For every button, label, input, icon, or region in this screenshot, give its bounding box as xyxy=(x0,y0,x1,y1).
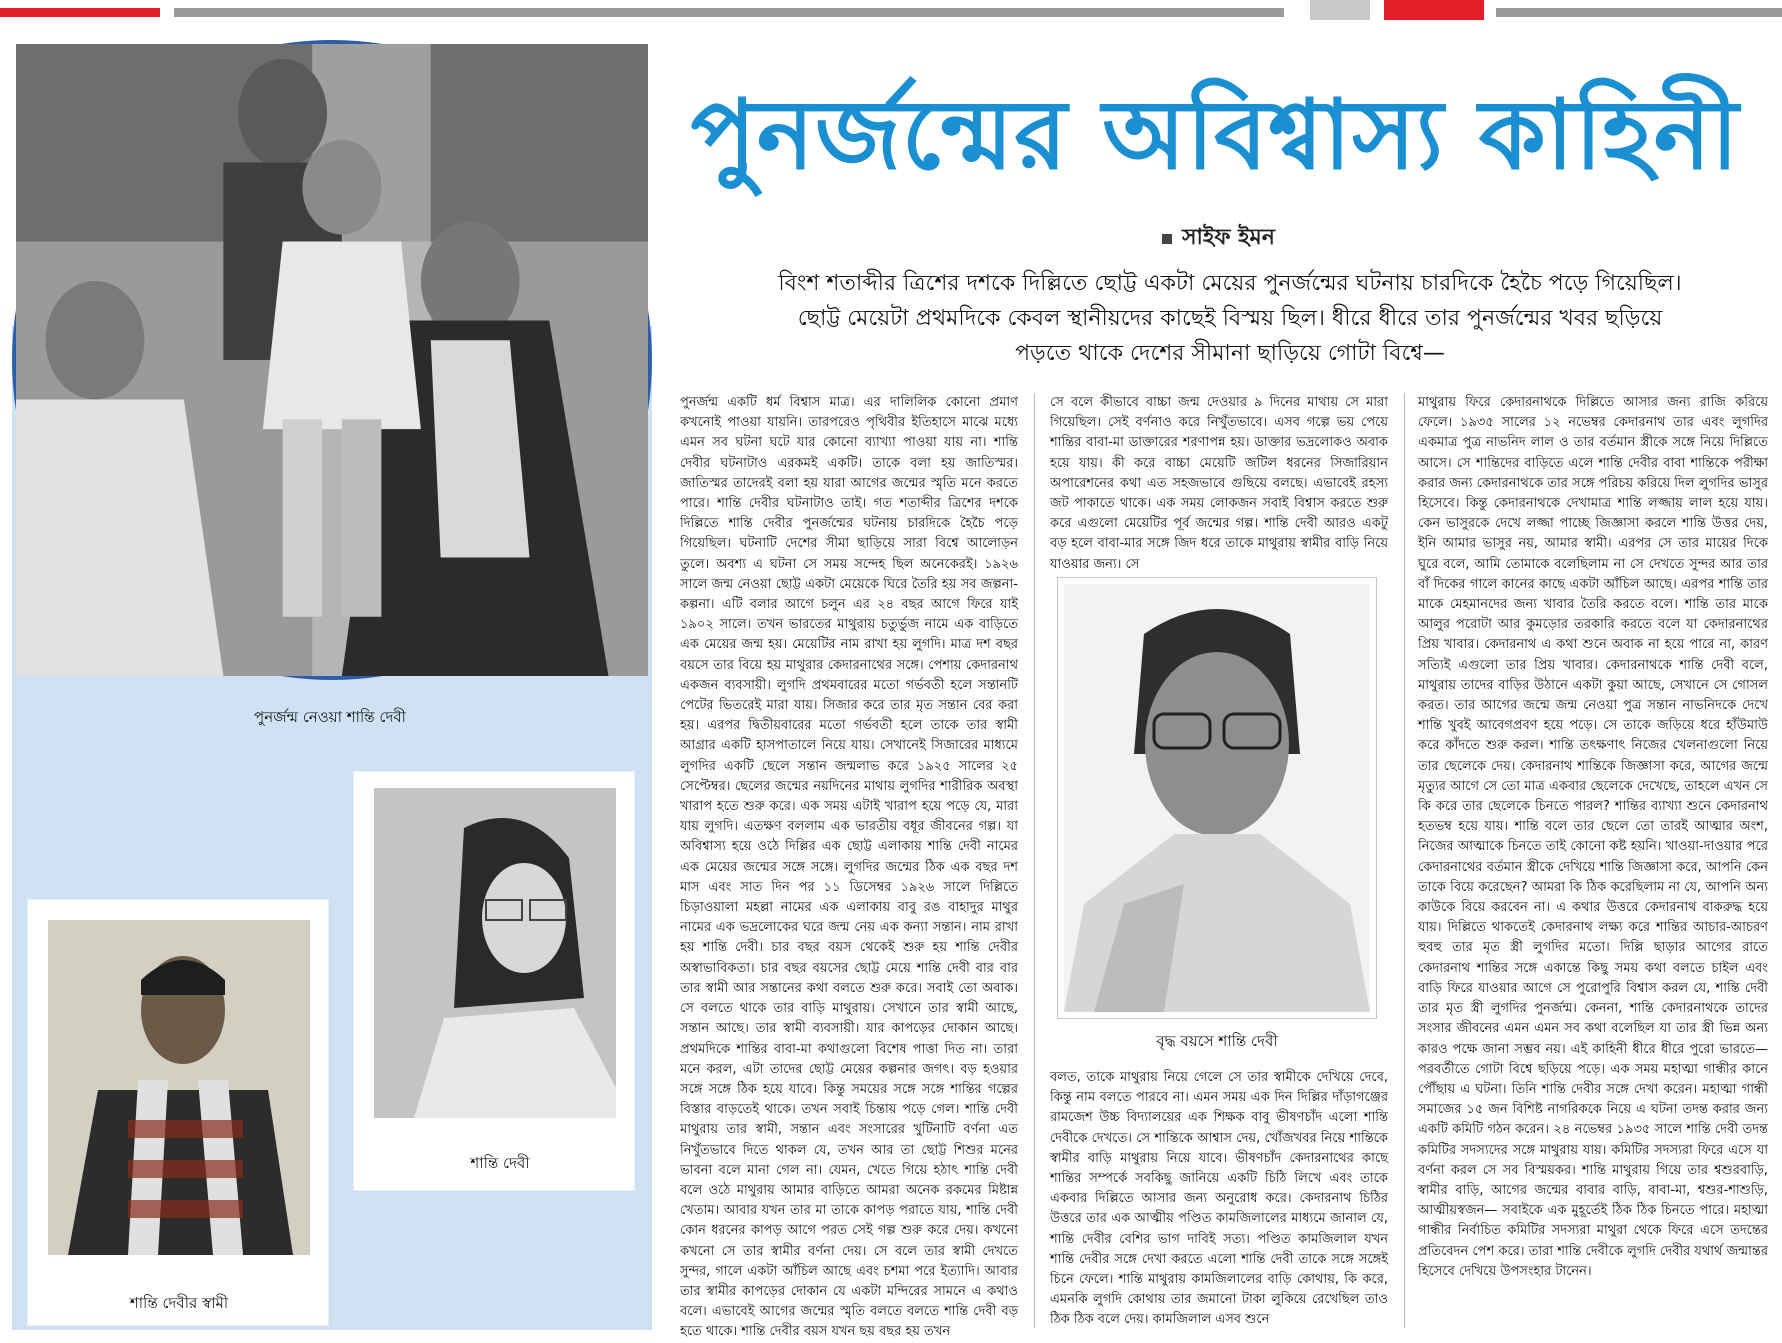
top-rule-red xyxy=(0,8,160,17)
young-photo xyxy=(374,788,616,1118)
young-photo-caption: শান্তি দেবী xyxy=(470,1154,530,1172)
husband-photo xyxy=(48,920,310,1255)
intro-paragraph xyxy=(700,266,1760,371)
old-photo-frame xyxy=(1058,578,1376,1018)
body-text: সে বলে কীভাবে বাচ্চা জন্ম দেওয়ার ৯ দিনের মাথায় সে মারা গিয়েছিল। সেই বর্ণনাও করে নিখুঁতভাবে। এসব গল্পে ভয় পেয়ে শান্তির বাবা-মা ডাক্তারের শরণাপন্ন হয়। ডাক্তার ভদ্রলোকও অবাক হয়ে যায়। কী করে বাচ্চা মেয়েটি জটিল ধরনের সিজারিয়ান অপারেশনের কথা এত সহজভাবে গুছিয়ে বলছে। এভাবেই রহস্য জট পাকাতে থাকে। এক সময় লোকজন সবাই বিশ্বাস করতে শুরু করে এগুলো মেয়েটির পূর্ব জন্মের গল্প। শান্তি দেবী আরও একটু বড় হলে বাবা-মার সঙ্গে জিদ ধরে তাকে মাথুরায় স্বামীর বাড়ি নিয়ে যাওয়ার জন্য। সে xyxy=(1050,395,1388,572)
top-rule-gray-right xyxy=(1496,8,1782,17)
body-text: মাথুরায় ফিরে কেদারনাথকে দিল্লিতে আসার জন্য রাজি করিয়ে ফেলে। ১৯৩৫ সালের ১২ নভেম্বর কেদারনাথ তার এবং লুগদির একমাত্র পুত্র নাভনিদ লাল ও তার বর্তমান স্ত্রীকে সঙ্গে নিয়ে দিল্লিতে আসে। সে শান্তিদের বাড়িতে এলে শান্তি দেবীর বাবা শান্তিকে পরীক্ষা করার জন্য কেদারনাথকে তার সঙ্গে পরিচয় করিয়ে দিল লুগদির ভাসুর হিসেবে। কিন্তু কেদারনাথকে দেখামাত্র শান্তি লজ্জায় লাল হয়ে যায়। কেন ভাসুরকে দেখে লজ্জা পাচ্ছে জিজ্ঞাসা করলে শান্তি উত্তর দেয়, ইনি আমার ভাসুর নয়, আমার স্বামী। এরপর সে তার মায়ের দিকে ঘুরে বলে, আমি তোমাকে বলেছিলাম না সে দেখতে সুন্দর আর তার বাঁ দিকের গালে কানের কাছে একটা আঁচিল আছে। এরপর শান্তি তার মাকে মেহমানদের জন্য খাবার তৈরি করতে বলে। শান্তি তার মাকে আলুর পরোটা আর কুমড়োর তরকারি করতে বলে যা কেদারনাথের প্রিয় খাবার। কেদারনাথ এ কথা শুনে অবাক না হয়ে পারে না, কারণ সত্যিই এগুলো তার প্রিয় খাবার। কেদারনাথকে শান্তি দেবী বলে, মাথুরায় তাদের বাড়ির উঠানে একটা কুয়া আছে, সেখানে সে গোসল করত। তার আগের জন্মে জন্ম নেওয়া পুত্র সন্তান নাভনিদকে দেখে শান্তি খুবই আবেগপ্রবণ হয়ে পড়ে। সে তাকে জড়িয়ে ধরে হাঁউমাউ করে কাঁদতে শুরু করল। শান্তি তৎক্ষণাৎ নিজের খেলনাগুলো নিয়ে তার ছেলেকে দেয়। কেদারনাথ শান্তিকে জিজ্ঞাসা করে, আগের জন্মে মৃত্যুর আগে সে তো মাত্র একবার ছেলেকে দেখেছে, তাহলে এখন সে কি করে তার ছেলেকে চিনতে পারল? শান্তির ব্যাখ্যা শুনে কেদারনাথ হতভম্ব হয়ে যায়। শান্তি বলে তার ছেলে তো তারই আত্মার অংশ, নিজের আত্মাকে চিনতে তাই কোনো কষ্ট হয়নি। খাওয়া-দাওয়ার পরে কেদারনাথের বর্তমান স্ত্রীকে দেখিয়ে শান্তি জিজ্ঞাসা করে, আপনি কেন তাকে বিয়ে করেছেন? আমরা কি ঠিক করেছিলাম না যে, আপনি অন্য কাউকে বিয়ে করবেন না। এ কথার উত্তরে কেদারনাথ বাকরুদ্ধ হয়ে যায়। দিল্লিতে থাকতেই কেদারনাথ লক্ষ্য করে শান্তির আচার-আচরণ হুবহু তার মৃত স্ত্রী লুগদির মতো। দিল্লি ছাড়ার আগের রাতে কেদারনাথ শান্তির সঙ্গে একান্তে কিছু সময় কথা বলতে চাইল এবং বাড়ি ফিরে যাওয়ার আগে সে পুরোপুরি বিশ্বাস করল যে, শান্তি দেবী তার মৃত স্ত্রী লুগদির পুনর্জন্ম। কেননা, শান্তি কেদারনাথকে তাদের সংসার জীবনের এমন এমন সব কথা বলেছিল যা তার স্ত্রী ভিন্ন অন্য কারও পক্ষে জানা সম্ভব নয়। এই কাহিনী ধীরে ধীরে পুরো ভারতে— পরবর্তীতে গোটা বিশ্বে ছড়িয়ে পড়ে। এক সময় মহাত্মা গান্ধীর কানে পৌঁছায় এ ঘটনা। তিনি শান্তি দেবীর সঙ্গে দেখা করেন। মহাত্মা গান্ধী সমাজের ১৫ জন বিশিষ্ট নাগরিককে নিয়ে এ ঘটনা তদন্ত করার জন্য একটি কমিটি গঠন করেন। ২৪ নভেম্বর ১৯৩৫ সালে শান্তি দেবী তদন্ত কমিটির সদস্যদের সঙ্গে মাথুরায় যায়। কমিটির সদস্যরা ফিরে এসে যা বর্ণনা করল সে সব বিস্ময়কর। শান্তি মাথুরায় গিয়ে তার শ্বশুরবাড়ি, স্বামীর বাড়ি, আগের জন্মের বাবার বাড়ি, বাবা-মা, শ্বশুর-শাশুড়ি, আত্মীয়স্বজন— সবাইকে এক মুহূর্তেই ঠিক ঠিক চিনতে পারে। মহাত্মা গান্ধীর নির্বাচিত কমিটির সদস্যরা মাথুরা থেকে ফিরে এসে তদন্তের প্রতিবেদন পেশ করে। তারা শান্তি দেবীকে লুগদি দেবীর যথার্থ জন্মান্তর হিসেবে দেখিয়ে উপসংহার টানেন। xyxy=(1418,395,1769,1279)
body-column-2-bottom xyxy=(1050,1068,1388,1330)
body-column-2-top xyxy=(1050,393,1388,572)
intro-line: বিংশ শতাব্দীর ত্রিশের দশকে দিল্লিতে ছোট্ট একটা মেয়ের পুনর্জন্মের ঘটনায় চারদিকে হৈচৈ পড়ে গিয়েছিল। xyxy=(778,271,1682,296)
page-number-box xyxy=(1310,0,1370,20)
body-text: বলত, তাকে মাথুরায় নিয়ে গেলে সে তার স্বামীকে দেখিয়ে দেবে, কিন্তু নাম বলতে পারবে না। এমন সময় এক দিন দিল্লির দাঁড়াগঞ্জের রামজেশ উচ্চ বিদ্যালয়ের এক শিক্ষক বাবু ভীষণচাঁদ এলো শান্তি দেবীকে দেখতে। সে শান্তিকে আশ্বাস দেয়, খোঁজখবর নিয়ে শান্তিকে স্বামীর বাড়ি মাথুরায় নিয়ে যাবে। ভীষণচাঁদ কেদারনাথের কাছে শান্তির সম্পর্কে সবকিছু জানিয়ে একটি চিঠি লিখে এবং তাকে একবার দিল্লিতে আসার জন্য অনুরোধ করে। কেদারনাথ চিঠির উত্তরে তার এক আত্মীয় পণ্ডিত কামজিলালের মাধ্যমে জানাল যে, শান্তি দেবীর বেশির ভাগ দাবিই সত্য। পণ্ডিত কামজিলাল যখন শান্তি দেবীর সঙ্গে দেখা করতে এলো শান্তি দেবী তাকে সঙ্গে সঙ্গেই চিনে ফেলে। শান্তি মাথুরায় কামজিলালের বাড়ি কোথায়, কি করে, এমনকি লুগদি কোথায় তার জমানো টাকা লুকিয়ে রেখেছিল তাও ঠিক ঠিক বলে দেয়। কামজিলাল এসব শুনে xyxy=(1050,1070,1388,1328)
intro-line: ছোট্ট মেয়েটা প্রথমদিকে কেবল স্থানীয়দের কাছেই বিস্ময় ছিল। ধীরে ধীরে তার পুনর্জন্মের খবর ছড়িয়ে xyxy=(797,306,1663,331)
column-divider xyxy=(1034,393,1035,1328)
byline xyxy=(1162,220,1275,257)
old-photo-caption: বৃদ্ধ বয়সে শান্তি দেবী xyxy=(1156,1032,1278,1050)
main-photo-caption: পুনর্জন্ম নেওয়া শান্তি দেবী xyxy=(254,708,406,726)
body-column-3 xyxy=(1418,393,1768,1328)
husband-photo-caption: শান্তি দেবীর স্বামী xyxy=(129,1294,229,1312)
column-divider xyxy=(1404,393,1405,1328)
intro-line: পড়তে থাকে দেশের সীমানা ছাড়িয়ে গোটা বিশ্বে— xyxy=(1015,341,1445,366)
body-column-1 xyxy=(680,393,1018,1340)
section-tab xyxy=(1384,0,1484,20)
main-photo xyxy=(12,40,652,680)
old-photo xyxy=(1064,584,1370,1012)
byline-bullet-icon xyxy=(1162,234,1172,244)
body-text: পুনর্জন্ম একটি ধর্ম বিশ্বাস মাত্র। এর দালিলিক কোনো প্রমাণ কখনোই পাওয়া যায়নি। তারপরেও পৃথিবীর ইতিহাসে মাঝে মধ্যে এমন সব ঘটনা ঘটে যার কোনো ব্যাখ্যা পাওয়া যায় না। শান্তি দেবীর ঘটনাটাও এরকমই একটি। তাকে বলা হয় জাতিস্মর। জাতিস্মর তাদেরই বলা হয় যারা আগের জন্মের স্মৃতি মনে করতে পারে। শান্তি দেবীর ঘটনাটাও তাই। গত শতাব্দীর ত্রিশের দশকে দিল্লিতে শান্তি দেবীর পুনর্জন্মের ঘটনায় চারদিকে হৈচৈ পড়ে গিয়েছিল। ঘটনাটি দেশের সীমা ছাড়িয়ে সারা বিশ্বে আলোড়ন তুলে। অবশ্য এ ঘটনা সে সময় সন্দেহ ছিল অনেকেরই। ১৯২৬ সালে জন্ম নেওয়া ছোট্ট একটা মেয়েকে ঘিরে তৈরি হয় সব জল্পনা-কল্পনা। এটি বলার আগে চলুন এর ২৪ বছর আগে ফিরে যাই ১৯০২ সালে। তখন ভারতের মাথুরায় চতুর্ভুজ নামে এক বাড়িতে এক মেয়ের জন্ম হয়। মেয়েটির নাম রাখা হয় লুগদি। মাত্র দশ বছর বয়সে তার বিয়ে হয় মাথুরার কেদারনাথের সঙ্গে। পেশায় কেদারনাথ একজন ব্যবসায়ী। লুগদি প্রথমবারের মতো গর্ভবতী হলে সন্তানটি পেটের ভিতরেই মারা যায়। সিজার করে তার মৃত সন্তান বের করা হয়। এরপর দ্বিতীয়বারের মতো গর্ভবতী হলে তাকে তার স্বামী আগ্রার একটি হাসপাতালে নিয়ে যায়। সেখানেই সিজারের মাধ্যমে লুগদির একটি ছেলে সন্তান জন্মলাভ করে ১৯২৫ সালের ২৫ সেপ্টেম্বর। ছেলের জন্মের নয়দিনের মাথায় লুগদির শারীরিক অবস্থা খারাপ হতে শুরু করে। এক সময় এটাই খারাপ হয়ে পড়ে যে, মারা যায় লুগদি। এতক্ষণ বললাম এক ভারতীয় বধূর জীবনের গল্প। যা অবিশ্বাস্য হয়ে ওঠে দিল্লির এক ছোট্ট এলাকায় শান্তি দেবী নামের এক মেয়ের জন্মের সঙ্গে সঙ্গে। লুগদির জন্মের ঠিক এক বছর দশ মাস এবং সাত দিন পর ১১ ডিসেম্বর ১৯২৬ সালে দিল্লিতে চিড়াওয়ালা মহল্লা নামের এক এলাকায় বাবু রঙ বাহাদুর মাথুর নামের এক ভদ্রলোকের ঘরে জন্ম নেয় এক কন্যা সন্তান। নাম রাখা হয় শান্তি দেবী। চার বছর বয়স থেকেই শুরু হয় শান্তি দেবীর অস্বাভাবিকতা। চার বছর বয়সের ছোট্ট মেয়ে শান্তি দেবী বার বার তার স্বামী আর সন্তানের কথা বলতে শুরু করে। সবাই তো অবাক। সে বলতে থাকে তার বাড়ি মাথুরায়। সেখানে তার স্বামী আছে, সন্তান আছে। তার স্বামী ব্যবসায়ী। যার কাপড়ের দোকান আছে। প্রথমদিকে শান্তির বাবা-মা কথাগুলো বিশেষ পাত্তা দিত না। তারা মনে করল, এটা তাদের ছোট্ট মেয়ের কল্পনার জগৎ। বড় হওয়ার সঙ্গে সঙ্গে ঠিক হয়ে যাবে। কিন্তু সময়ের সঙ্গে সঙ্গে শান্তির গল্পের বিস্তার বাড়তেই থাকে। তখন সবাই চিন্তায় পড়ে গেল। শান্তি দেবী মাথুরায় তার স্বামী, সন্তান এবং সংসারের খুটিনাটি বর্ণনা এত নিখুঁতভাবে দিতে থাকল যে, তখন আর তা ছোট্ট শিশুর মনের ভাবনা বলে মানা গেল না। যেমন, খেতে গিয়ে হঠাৎ শান্তি দেবী বলে ওঠে মাথুরায় আমার বাড়িতে আমরা অনেক রকমের মিষ্টান্ন খেতাম। আবার যখন তার মা তাকে কাপড় পরাতে যায়, শান্তি দেবী কোন ধরনের কাপড় আগে পরত সেই গল্প শুরু করে দেয়। কখনো কখনো সে তার স্বামীর বর্ণনা দেয়। সে বলে তার স্বামী দেখতে সুন্দর, গালে একটা আঁচিল আছে এবং চশমা পরে ইত্যাদি। আবার তার স্বামীর কাপড়ের দোকান যে একটা মন্দিরের সামনে এ কথাও বলে। এভাবেই আগের জন্মের স্মৃতি বলতে বলতে শান্তি দেবী বড় হতে থাকে। শান্তি দেবীর বয়স যখন ছয় বছর হয় তখন xyxy=(680,395,1018,1340)
headline: পুনর্জন্মের অবিশ্বাস্য কাহিনী xyxy=(690,79,1740,191)
top-rule-gray xyxy=(174,8,1284,17)
author-name: সাইফ ইমন xyxy=(1182,225,1275,250)
